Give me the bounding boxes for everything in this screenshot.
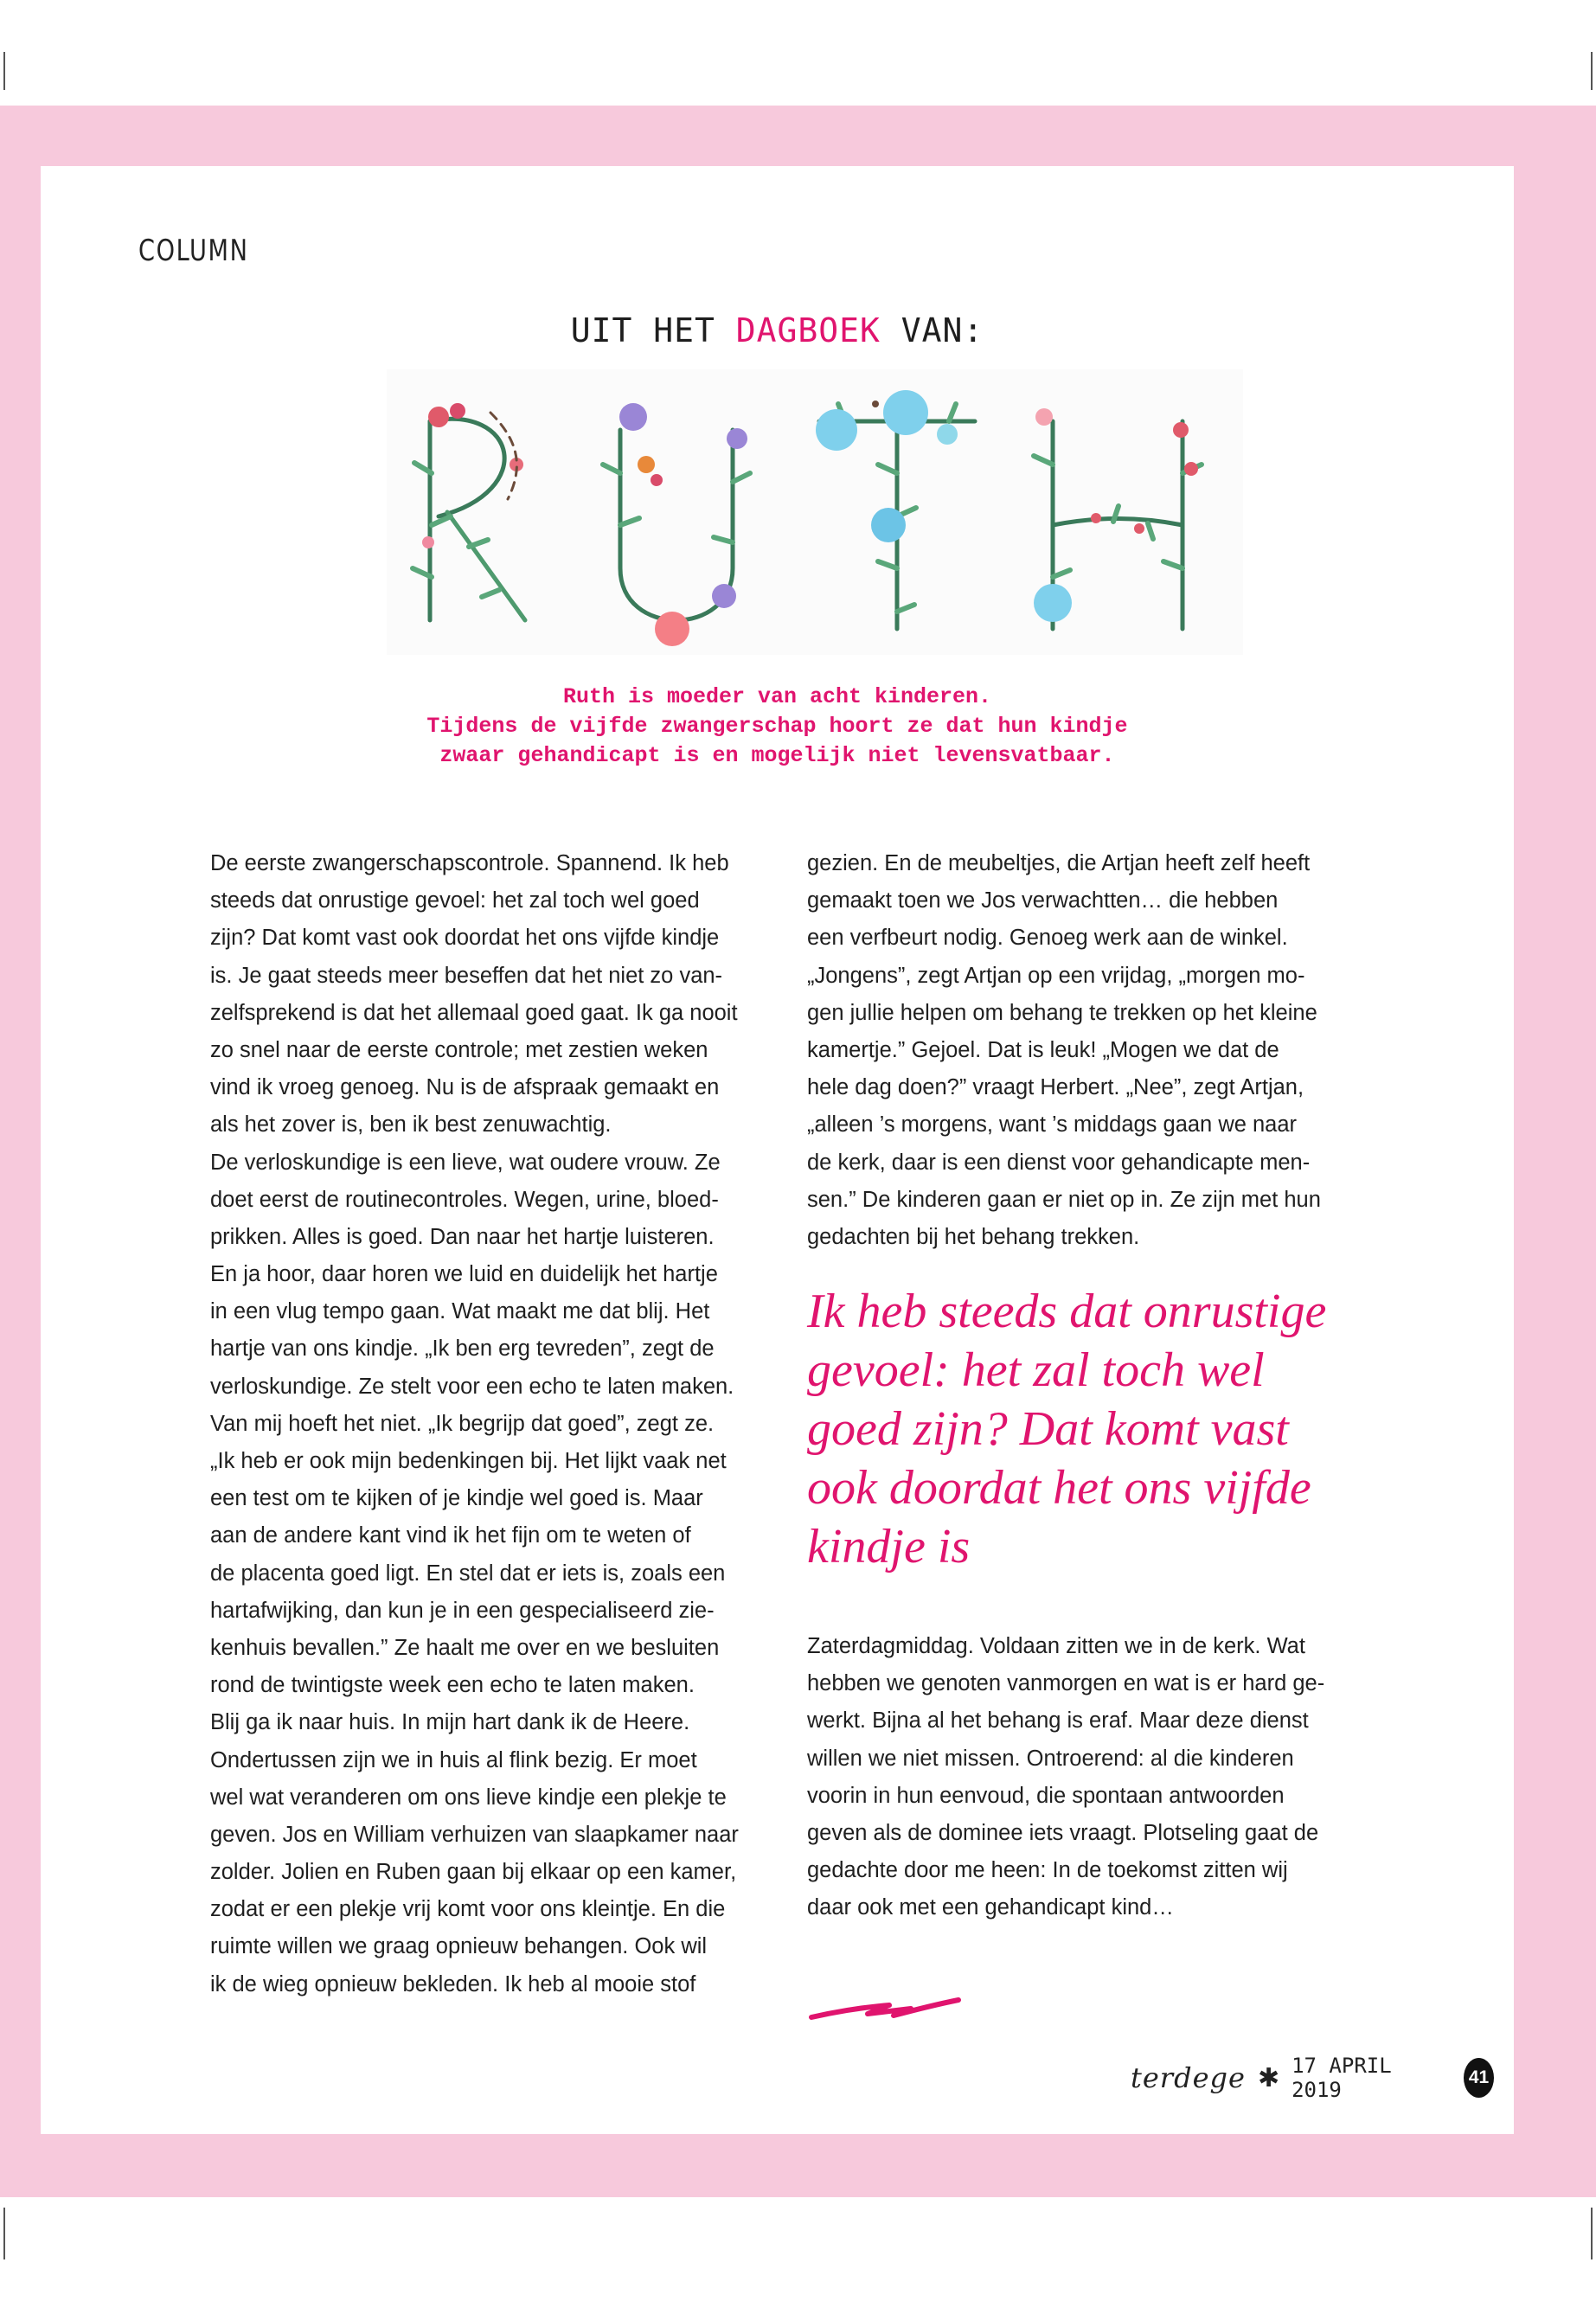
text-line: gemaakt toen we Jos verwachtten… die hebben <box>807 888 1279 913</box>
headline-suffix: VAN: <box>901 311 984 349</box>
text-line: „alleen ’s morgens, want ’s middags gaan we naar <box>807 1112 1298 1138</box>
pull-quote-line: goed zijn? Dat komt vast <box>807 1402 1289 1456</box>
text-line: hebben we genoten vanmorgen en wat is er hard ge- <box>807 1671 1325 1696</box>
text-line: is. Je gaat steeds meer beseffen dat het niet zo van- <box>210 963 723 988</box>
text-line: verloskundige. Ze stelt voor een echo te laten maken. <box>210 1374 734 1399</box>
text-line: zo snel naar de eerste controle; met zestien weken <box>210 1037 708 1062</box>
floral-letter-h <box>1034 408 1202 629</box>
pull-quote-line: kindje is <box>807 1520 971 1574</box>
text-line: gezien. En de meubeltjes, die Artjan heeft zelf heeft <box>807 851 1311 875</box>
floral-letter-u <box>603 403 750 646</box>
text-line: hartje van ons kindje. „Ik ben erg tevreden”, zegt de <box>210 1336 715 1362</box>
text-line: kamertje.” Gejoel. Dat is leuk! „Mogen we dat de <box>807 1037 1279 1062</box>
text-line: een verfbeurt nodig. Genoeg werk aan de winkel. <box>807 926 1288 951</box>
text-line: Blij ga ik naar huis. In mijn hart dank ik de Heere. <box>210 1710 690 1735</box>
text-line: doet eerst de routinecontroles. Wegen, urine, bloed- <box>210 1187 719 1212</box>
intro-line: Ruth is moeder van acht kinderen. <box>562 684 992 709</box>
magazine-page <box>41 166 1514 2134</box>
right-column-bottom <box>807 1628 1378 1927</box>
text-line: „Ik heb er ook mijn bedenkingen bij. Het lijkt vaak net <box>210 1449 727 1473</box>
text-line: En ja hoor, daar horen we luid en duidelijk het hartje <box>210 1262 718 1287</box>
text-line: De eerste zwangerschapscontrole. Spannend. Ik heb <box>210 851 729 875</box>
text-line: sen.” De kinderen gaan er niet op in. Ze zijn met hun <box>807 1187 1321 1212</box>
pull-quote-line: Ik heb steeds dat onrustige <box>807 1285 1327 1338</box>
section-label: COLUMN <box>138 234 249 268</box>
crop-mark-top-left <box>3 52 5 90</box>
page-number-badge: 41 <box>1464 2058 1494 2098</box>
text-line: De verloskundige is een lieve, wat oudere vrouw. Ze <box>210 1150 721 1175</box>
text-line: willen we niet missen. Ontroerend: al die kinderen <box>807 1746 1294 1771</box>
text-line: hartafwijking, dan kun je in een gespecialiseerd zie- <box>210 1598 715 1623</box>
text-line: in een vlug tempo gaan. Wat maakt me dat blij. Het <box>210 1299 710 1324</box>
crop-mark-bottom-right <box>1591 2208 1593 2259</box>
intro-line: zwaar gehandicapt is en mogelijk niet levensvatbaar. <box>439 743 1115 768</box>
text-line: daar ook met een gehandicapt kind… <box>807 1895 1174 1920</box>
text-line: geven als de dominee iets vraagt. Plotseling gaat de <box>807 1820 1319 1845</box>
floral-letter-r <box>413 403 525 620</box>
text-line: steeds dat onrustige gevoel: het zal toch wel goed <box>210 888 700 913</box>
text-line: vind ik vroeg genoeg. Nu is de afspraak gemaakt en <box>210 1075 720 1100</box>
pull-quote-line: ook doordat het ons vijfde <box>807 1461 1311 1515</box>
floral-letter-t <box>816 390 975 629</box>
text-line: hele dag doen?” vraagt Herbert. „Nee”, zegt Artjan, <box>807 1075 1304 1100</box>
text-line: zijn? Dat komt vast ook doordat het ons vijfde kindje <box>210 926 720 951</box>
text-line: de kerk, daar is een dienst voor gehandicapte men- <box>807 1150 1311 1175</box>
text-line: ruimte willen we graag opnieuw behangen. Ook wil <box>210 1934 708 1959</box>
text-line: als het zover is, ben ik best zenuwachtig. <box>210 1112 612 1138</box>
text-line: gedachte door me heen: In de toekomst zitten wij <box>807 1858 1288 1883</box>
intro-line: Tijdens de vijfde zwangerschap hoort ze dat hun kindje <box>426 714 1128 739</box>
headline <box>41 311 1514 349</box>
crop-mark-bottom-left <box>3 2208 5 2259</box>
star-separator-icon: ✱ <box>1257 2062 1280 2093</box>
text-line: een test om te kijken of je kindje wel goed is. Maar <box>210 1486 703 1511</box>
text-line: de placenta goed ligt. En stel dat er iets is, zoals een <box>210 1561 726 1586</box>
text-line: rond de twintigste week een echo te laten maken. <box>210 1673 695 1698</box>
signature-scribble <box>807 1983 963 2026</box>
intro-text <box>41 683 1514 771</box>
magazine-brand: terdege <box>1131 2061 1246 2094</box>
pull-quote-line: gevoel: het zal toch wel <box>807 1343 1265 1397</box>
headline-prefix: UIT HET <box>570 311 715 349</box>
text-line: zelfsprekend is dat het allemaal goed gaat. Ik ga nooit <box>210 1000 738 1025</box>
text-line: kenhuis bevallen.” Ze haalt me over en we besluiten <box>210 1635 720 1660</box>
headline-accent: DAGBOEK <box>735 311 881 349</box>
floral-name-illustration <box>387 369 1243 655</box>
text-line: zolder. Jolien en Ruben gaan bij elkaar op een kamer, <box>210 1860 737 1885</box>
text-line: „Jongens”, zegt Artjan op een vrijdag, „morgen mo- <box>807 963 1305 988</box>
floral-letters-svg <box>387 369 1243 655</box>
text-line: aan de andere kant vind ik het fijn om te weten of <box>210 1523 691 1548</box>
issue-date: 17 APRIL 2019 <box>1292 2054 1392 2102</box>
text-line: zodat er een plekje vrij komt voor ons kleintje. En die <box>210 1897 726 1922</box>
text-line: wel wat veranderen om ons lieve kindje een plekje te <box>210 1785 727 1810</box>
pull-quote <box>807 1282 1395 1576</box>
right-column-top <box>807 845 1378 1256</box>
text-line: geven. Jos en William verhuizen van slaapkamer naar <box>210 1822 739 1847</box>
text-line: Ondertussen zijn we in huis al flink bezig. Er moet <box>210 1747 697 1772</box>
text-line: Van mij hoeft het niet. „Ik begrijp dat goed”, zegt ze. <box>210 1411 715 1436</box>
text-line: voorin in hun eenvoud, die spontaan antwoorden <box>807 1783 1285 1808</box>
text-line: gedachten bij het behang trekken. <box>807 1224 1140 1249</box>
crop-mark-top-right <box>1591 52 1593 90</box>
page-footer <box>1131 2054 1494 2102</box>
text-line: gen jullie helpen om behang te trekken op het kleine <box>807 1000 1317 1025</box>
text-line: Zaterdagmiddag. Voldaan zitten we in de kerk. Wat <box>807 1634 1305 1658</box>
text-line: ik de wieg opnieuw bekleden. Ik heb al mooie stof <box>210 1971 696 1997</box>
text-line: prikken. Alles is goed. Dan naar het hartje luisteren. <box>210 1224 715 1249</box>
left-column <box>210 845 772 2003</box>
text-line: werkt. Bijna al het behang is eraf. Maar deze dienst <box>807 1708 1309 1734</box>
